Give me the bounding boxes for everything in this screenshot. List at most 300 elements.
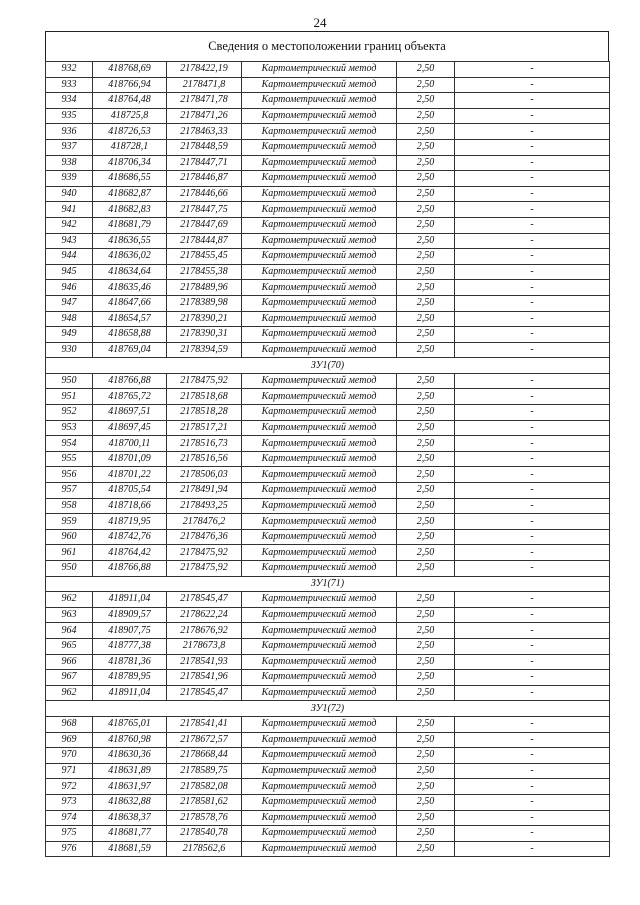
y-coordinate-cell: 2178673,8 xyxy=(167,638,242,654)
note-cell: - xyxy=(455,826,610,842)
accuracy-cell: 2,50 xyxy=(397,451,455,467)
accuracy-cell: 2,50 xyxy=(397,389,455,405)
x-coordinate-cell: 418635,46 xyxy=(93,280,167,296)
x-coordinate-cell: 418681,59 xyxy=(93,841,167,857)
note-cell: - xyxy=(455,264,610,280)
table-row xyxy=(46,607,610,623)
y-coordinate-cell: 2178541,93 xyxy=(167,654,242,670)
x-coordinate-cell: 418725,8 xyxy=(93,108,167,124)
point-number-cell: 950 xyxy=(46,561,93,577)
point-number-cell: 955 xyxy=(46,451,93,467)
x-coordinate-cell: 418647,66 xyxy=(93,295,167,311)
note-cell: - xyxy=(455,841,610,857)
accuracy-cell: 2,50 xyxy=(397,467,455,483)
method-cell: Картометрический метод xyxy=(242,108,397,124)
accuracy-cell: 2,50 xyxy=(397,498,455,514)
method-cell: Картометрический метод xyxy=(242,654,397,670)
accuracy-cell: 2,50 xyxy=(397,93,455,109)
point-number-cell: 934 xyxy=(46,93,93,109)
method-cell: Картометрический метод xyxy=(242,264,397,280)
x-coordinate-cell: 418766,88 xyxy=(93,373,167,389)
accuracy-cell: 2,50 xyxy=(397,171,455,187)
accuracy-cell: 2,50 xyxy=(397,514,455,530)
x-coordinate-cell: 418697,45 xyxy=(93,420,167,436)
section-row xyxy=(46,358,610,374)
y-coordinate-cell: 2178517,21 xyxy=(167,420,242,436)
method-cell: Картометрический метод xyxy=(242,202,397,218)
method-cell: Картометрический метод xyxy=(242,779,397,795)
accuracy-cell: 2,50 xyxy=(397,327,455,343)
y-coordinate-cell: 2178471,8 xyxy=(167,77,242,93)
note-cell: - xyxy=(455,529,610,545)
table-row xyxy=(46,763,610,779)
accuracy-cell: 2,50 xyxy=(397,77,455,93)
note-cell: - xyxy=(455,748,610,764)
note-cell: - xyxy=(455,62,610,78)
y-coordinate-cell: 2178444,87 xyxy=(167,233,242,249)
note-cell: - xyxy=(455,280,610,296)
method-cell: Картометрический метод xyxy=(242,389,397,405)
accuracy-cell: 2,50 xyxy=(397,264,455,280)
table-row xyxy=(46,155,610,171)
table-title: Сведения о местоположении границ объекта xyxy=(45,31,609,61)
table-row xyxy=(46,342,610,358)
note-cell: - xyxy=(455,638,610,654)
table-row xyxy=(46,93,610,109)
x-coordinate-cell: 418682,83 xyxy=(93,202,167,218)
method-cell: Картометрический метод xyxy=(242,171,397,187)
y-coordinate-cell: 2178622,24 xyxy=(167,607,242,623)
accuracy-cell: 2,50 xyxy=(397,763,455,779)
x-coordinate-cell: 418638,37 xyxy=(93,810,167,826)
accuracy-cell: 2,50 xyxy=(397,654,455,670)
method-cell: Картометрический метод xyxy=(242,732,397,748)
point-number-cell: 936 xyxy=(46,124,93,140)
note-cell: - xyxy=(455,155,610,171)
table-row xyxy=(46,841,610,857)
method-cell: Картометрический метод xyxy=(242,233,397,249)
y-coordinate-cell: 2178506,03 xyxy=(167,467,242,483)
note-cell: - xyxy=(455,623,610,639)
method-cell: Картометрический метод xyxy=(242,373,397,389)
accuracy-cell: 2,50 xyxy=(397,373,455,389)
table-row xyxy=(46,139,610,155)
note-cell: - xyxy=(455,810,610,826)
point-number-cell: 937 xyxy=(46,139,93,155)
note-cell: - xyxy=(455,420,610,436)
x-coordinate-cell: 418701,09 xyxy=(93,451,167,467)
table-row xyxy=(46,514,610,530)
accuracy-cell: 2,50 xyxy=(397,810,455,826)
point-number-cell: 939 xyxy=(46,171,93,187)
accuracy-cell: 2,50 xyxy=(397,311,455,327)
note-cell: - xyxy=(455,93,610,109)
table-row xyxy=(46,233,610,249)
method-cell: Картометрический метод xyxy=(242,467,397,483)
section-row xyxy=(46,701,610,717)
section-label: ЗУ1(70) xyxy=(46,358,610,374)
note-cell: - xyxy=(455,233,610,249)
x-coordinate-cell: 418777,38 xyxy=(93,638,167,654)
method-cell: Картометрический метод xyxy=(242,638,397,654)
accuracy-cell: 2,50 xyxy=(397,623,455,639)
note-cell: - xyxy=(455,373,610,389)
accuracy-cell: 2,50 xyxy=(397,748,455,764)
table-row xyxy=(46,295,610,311)
y-coordinate-cell: 2178540,78 xyxy=(167,826,242,842)
note-cell: - xyxy=(455,467,610,483)
accuracy-cell: 2,50 xyxy=(397,342,455,358)
accuracy-cell: 2,50 xyxy=(397,545,455,561)
note-cell: - xyxy=(455,249,610,265)
table-row xyxy=(46,202,610,218)
accuracy-cell: 2,50 xyxy=(397,529,455,545)
y-coordinate-cell: 2178518,68 xyxy=(167,389,242,405)
table-row xyxy=(46,171,610,187)
note-cell: - xyxy=(455,295,610,311)
point-number-cell: 945 xyxy=(46,264,93,280)
x-coordinate-cell: 418719,95 xyxy=(93,514,167,530)
method-cell: Картометрический метод xyxy=(242,498,397,514)
point-number-cell: 975 xyxy=(46,826,93,842)
table-row xyxy=(46,62,610,78)
table-row xyxy=(46,451,610,467)
point-number-cell: 930 xyxy=(46,342,93,358)
accuracy-cell: 2,50 xyxy=(397,108,455,124)
table-row xyxy=(46,327,610,343)
table-row xyxy=(46,670,610,686)
point-number-cell: 938 xyxy=(46,155,93,171)
y-coordinate-cell: 2178562,6 xyxy=(167,841,242,857)
accuracy-cell: 2,50 xyxy=(397,186,455,202)
point-number-cell: 965 xyxy=(46,638,93,654)
point-number-cell: 940 xyxy=(46,186,93,202)
x-coordinate-cell: 418764,42 xyxy=(93,545,167,561)
note-cell: - xyxy=(455,779,610,795)
table-row xyxy=(46,592,610,608)
y-coordinate-cell: 2178668,44 xyxy=(167,748,242,764)
x-coordinate-cell: 418631,89 xyxy=(93,763,167,779)
x-coordinate-cell: 418705,54 xyxy=(93,483,167,499)
y-coordinate-cell: 2178448,59 xyxy=(167,139,242,155)
point-number-cell: 966 xyxy=(46,654,93,670)
accuracy-cell: 2,50 xyxy=(397,155,455,171)
accuracy-cell: 2,50 xyxy=(397,670,455,686)
method-cell: Картометрический метод xyxy=(242,77,397,93)
y-coordinate-cell: 2178581,62 xyxy=(167,794,242,810)
x-coordinate-cell: 418681,77 xyxy=(93,826,167,842)
x-coordinate-cell: 418682,87 xyxy=(93,186,167,202)
note-cell: - xyxy=(455,311,610,327)
point-number-cell: 935 xyxy=(46,108,93,124)
table-row xyxy=(46,108,610,124)
method-cell: Картометрический метод xyxy=(242,93,397,109)
note-cell: - xyxy=(455,592,610,608)
method-cell: Картометрический метод xyxy=(242,327,397,343)
point-number-cell: 932 xyxy=(46,62,93,78)
method-cell: Картометрический метод xyxy=(242,623,397,639)
x-coordinate-cell: 418765,72 xyxy=(93,389,167,405)
boundary-table-container xyxy=(45,31,609,857)
accuracy-cell: 2,50 xyxy=(397,716,455,732)
method-cell: Картометрический метод xyxy=(242,685,397,701)
y-coordinate-cell: 2178447,71 xyxy=(167,155,242,171)
note-cell: - xyxy=(455,327,610,343)
method-cell: Картометрический метод xyxy=(242,841,397,857)
note-cell: - xyxy=(455,794,610,810)
note-cell: - xyxy=(455,342,610,358)
x-coordinate-cell: 418764,48 xyxy=(93,93,167,109)
point-number-cell: 958 xyxy=(46,498,93,514)
y-coordinate-cell: 2178455,38 xyxy=(167,264,242,280)
method-cell: Картометрический метод xyxy=(242,592,397,608)
y-coordinate-cell: 2178578,76 xyxy=(167,810,242,826)
x-coordinate-cell: 418911,04 xyxy=(93,685,167,701)
table-row xyxy=(46,77,610,93)
method-cell: Картометрический метод xyxy=(242,311,397,327)
point-number-cell: 971 xyxy=(46,763,93,779)
point-number-cell: 962 xyxy=(46,685,93,701)
method-cell: Картометрический метод xyxy=(242,514,397,530)
x-coordinate-cell: 418700,11 xyxy=(93,436,167,452)
x-coordinate-cell: 418658,88 xyxy=(93,327,167,343)
point-number-cell: 959 xyxy=(46,514,93,530)
x-coordinate-cell: 418760,98 xyxy=(93,732,167,748)
x-coordinate-cell: 418789,95 xyxy=(93,670,167,686)
method-cell: Картометрический метод xyxy=(242,249,397,265)
y-coordinate-cell: 2178390,21 xyxy=(167,311,242,327)
note-cell: - xyxy=(455,545,610,561)
note-cell: - xyxy=(455,77,610,93)
y-coordinate-cell: 2178471,26 xyxy=(167,108,242,124)
point-number-cell: 943 xyxy=(46,233,93,249)
table-row xyxy=(46,623,610,639)
table-row xyxy=(46,264,610,280)
point-number-cell: 968 xyxy=(46,716,93,732)
table-row xyxy=(46,498,610,514)
point-number-cell: 946 xyxy=(46,280,93,296)
table-row xyxy=(46,654,610,670)
table-row xyxy=(46,124,610,140)
note-cell: - xyxy=(455,670,610,686)
accuracy-cell: 2,50 xyxy=(397,202,455,218)
method-cell: Картометрический метод xyxy=(242,483,397,499)
method-cell: Картометрический метод xyxy=(242,670,397,686)
y-coordinate-cell: 2178493,25 xyxy=(167,498,242,514)
x-coordinate-cell: 418742,76 xyxy=(93,529,167,545)
accuracy-cell: 2,50 xyxy=(397,62,455,78)
accuracy-cell: 2,50 xyxy=(397,732,455,748)
note-cell: - xyxy=(455,171,610,187)
accuracy-cell: 2,50 xyxy=(397,779,455,795)
accuracy-cell: 2,50 xyxy=(397,233,455,249)
accuracy-cell: 2,50 xyxy=(397,139,455,155)
method-cell: Картометрический метод xyxy=(242,155,397,171)
y-coordinate-cell: 2178672,57 xyxy=(167,732,242,748)
note-cell: - xyxy=(455,389,610,405)
table-row xyxy=(46,420,610,436)
note-cell: - xyxy=(455,405,610,421)
table-row xyxy=(46,467,610,483)
y-coordinate-cell: 2178491,94 xyxy=(167,483,242,499)
table-row xyxy=(46,249,610,265)
note-cell: - xyxy=(455,202,610,218)
x-coordinate-cell: 418631,97 xyxy=(93,779,167,795)
method-cell: Картометрический метод xyxy=(242,62,397,78)
accuracy-cell: 2,50 xyxy=(397,794,455,810)
section-label: ЗУ1(72) xyxy=(46,701,610,717)
x-coordinate-cell: 418766,88 xyxy=(93,561,167,577)
accuracy-cell: 2,50 xyxy=(397,592,455,608)
method-cell: Картометрический метод xyxy=(242,451,397,467)
point-number-cell: 957 xyxy=(46,483,93,499)
table-row xyxy=(46,810,610,826)
method-cell: Картометрический метод xyxy=(242,342,397,358)
method-cell: Картометрический метод xyxy=(242,529,397,545)
accuracy-cell: 2,50 xyxy=(397,826,455,842)
point-number-cell: 944 xyxy=(46,249,93,265)
accuracy-cell: 2,50 xyxy=(397,249,455,265)
x-coordinate-cell: 418781,36 xyxy=(93,654,167,670)
point-number-cell: 948 xyxy=(46,311,93,327)
note-cell: - xyxy=(455,108,610,124)
table-row xyxy=(46,748,610,764)
y-coordinate-cell: 2178489,96 xyxy=(167,280,242,296)
x-coordinate-cell: 418768,69 xyxy=(93,62,167,78)
point-number-cell: 967 xyxy=(46,670,93,686)
x-coordinate-cell: 418681,79 xyxy=(93,217,167,233)
method-cell: Картометрический метод xyxy=(242,763,397,779)
point-number-cell: 950 xyxy=(46,373,93,389)
note-cell: - xyxy=(455,124,610,140)
x-coordinate-cell: 418634,64 xyxy=(93,264,167,280)
y-coordinate-cell: 2178390,31 xyxy=(167,327,242,343)
note-cell: - xyxy=(455,685,610,701)
accuracy-cell: 2,50 xyxy=(397,436,455,452)
x-coordinate-cell: 418728,1 xyxy=(93,139,167,155)
point-number-cell: 972 xyxy=(46,779,93,795)
point-number-cell: 973 xyxy=(46,794,93,810)
boundary-coordinates-table xyxy=(45,61,610,857)
y-coordinate-cell: 2178541,41 xyxy=(167,716,242,732)
y-coordinate-cell: 2178475,92 xyxy=(167,545,242,561)
table-row xyxy=(46,389,610,405)
page-number: 24 xyxy=(313,15,327,30)
point-number-cell: 941 xyxy=(46,202,93,218)
point-number-cell: 974 xyxy=(46,810,93,826)
table-row xyxy=(46,794,610,810)
point-number-cell: 963 xyxy=(46,607,93,623)
point-number-cell: 970 xyxy=(46,748,93,764)
method-cell: Картометрический метод xyxy=(242,405,397,421)
table-row xyxy=(46,779,610,795)
y-coordinate-cell: 2178389,98 xyxy=(167,295,242,311)
table-row xyxy=(46,826,610,842)
table-row xyxy=(46,716,610,732)
accuracy-cell: 2,50 xyxy=(397,483,455,499)
table-row xyxy=(46,280,610,296)
point-number-cell: 953 xyxy=(46,420,93,436)
accuracy-cell: 2,50 xyxy=(397,607,455,623)
note-cell: - xyxy=(455,139,610,155)
y-coordinate-cell: 2178582,08 xyxy=(167,779,242,795)
note-cell: - xyxy=(455,607,610,623)
point-number-cell: 956 xyxy=(46,467,93,483)
y-coordinate-cell: 2178541,96 xyxy=(167,670,242,686)
x-coordinate-cell: 418630,36 xyxy=(93,748,167,764)
point-number-cell: 976 xyxy=(46,841,93,857)
table-row xyxy=(46,545,610,561)
x-coordinate-cell: 418907,75 xyxy=(93,623,167,639)
method-cell: Картометрический метод xyxy=(242,217,397,233)
point-number-cell: 960 xyxy=(46,529,93,545)
note-cell: - xyxy=(455,514,610,530)
note-cell: - xyxy=(455,732,610,748)
point-number-cell: 951 xyxy=(46,389,93,405)
note-cell: - xyxy=(455,451,610,467)
x-coordinate-cell: 418632,88 xyxy=(93,794,167,810)
x-coordinate-cell: 418697,51 xyxy=(93,405,167,421)
accuracy-cell: 2,50 xyxy=(397,405,455,421)
y-coordinate-cell: 2178476,2 xyxy=(167,514,242,530)
y-coordinate-cell: 2178394,59 xyxy=(167,342,242,358)
note-cell: - xyxy=(455,561,610,577)
table-row xyxy=(46,483,610,499)
table-row xyxy=(46,186,610,202)
y-coordinate-cell: 2178422,19 xyxy=(167,62,242,78)
method-cell: Картометрический метод xyxy=(242,716,397,732)
point-number-cell: 962 xyxy=(46,592,93,608)
section-label: ЗУ1(71) xyxy=(46,576,610,592)
y-coordinate-cell: 2178455,45 xyxy=(167,249,242,265)
point-number-cell: 954 xyxy=(46,436,93,452)
point-number-cell: 942 xyxy=(46,217,93,233)
accuracy-cell: 2,50 xyxy=(397,295,455,311)
note-cell: - xyxy=(455,483,610,499)
y-coordinate-cell: 2178446,87 xyxy=(167,171,242,187)
accuracy-cell: 2,50 xyxy=(397,685,455,701)
accuracy-cell: 2,50 xyxy=(397,841,455,857)
method-cell: Картометрический метод xyxy=(242,124,397,140)
x-coordinate-cell: 418636,55 xyxy=(93,233,167,249)
y-coordinate-cell: 2178518,28 xyxy=(167,405,242,421)
method-cell: Картометрический метод xyxy=(242,186,397,202)
x-coordinate-cell: 418765,01 xyxy=(93,716,167,732)
point-number-cell: 969 xyxy=(46,732,93,748)
note-cell: - xyxy=(455,716,610,732)
x-coordinate-cell: 418706,34 xyxy=(93,155,167,171)
method-cell: Картометрический метод xyxy=(242,794,397,810)
y-coordinate-cell: 2178589,75 xyxy=(167,763,242,779)
method-cell: Картометрический метод xyxy=(242,280,397,296)
note-cell: - xyxy=(455,186,610,202)
accuracy-cell: 2,50 xyxy=(397,561,455,577)
x-coordinate-cell: 418636,02 xyxy=(93,249,167,265)
point-number-cell: 949 xyxy=(46,327,93,343)
note-cell: - xyxy=(455,217,610,233)
y-coordinate-cell: 2178475,92 xyxy=(167,561,242,577)
method-cell: Картометрический метод xyxy=(242,607,397,623)
x-coordinate-cell: 418718,66 xyxy=(93,498,167,514)
note-cell: - xyxy=(455,498,610,514)
table-row xyxy=(46,373,610,389)
method-cell: Картометрический метод xyxy=(242,295,397,311)
point-number-cell: 933 xyxy=(46,77,93,93)
table-row xyxy=(46,529,610,545)
table-row xyxy=(46,561,610,577)
accuracy-cell: 2,50 xyxy=(397,280,455,296)
table-row xyxy=(46,311,610,327)
